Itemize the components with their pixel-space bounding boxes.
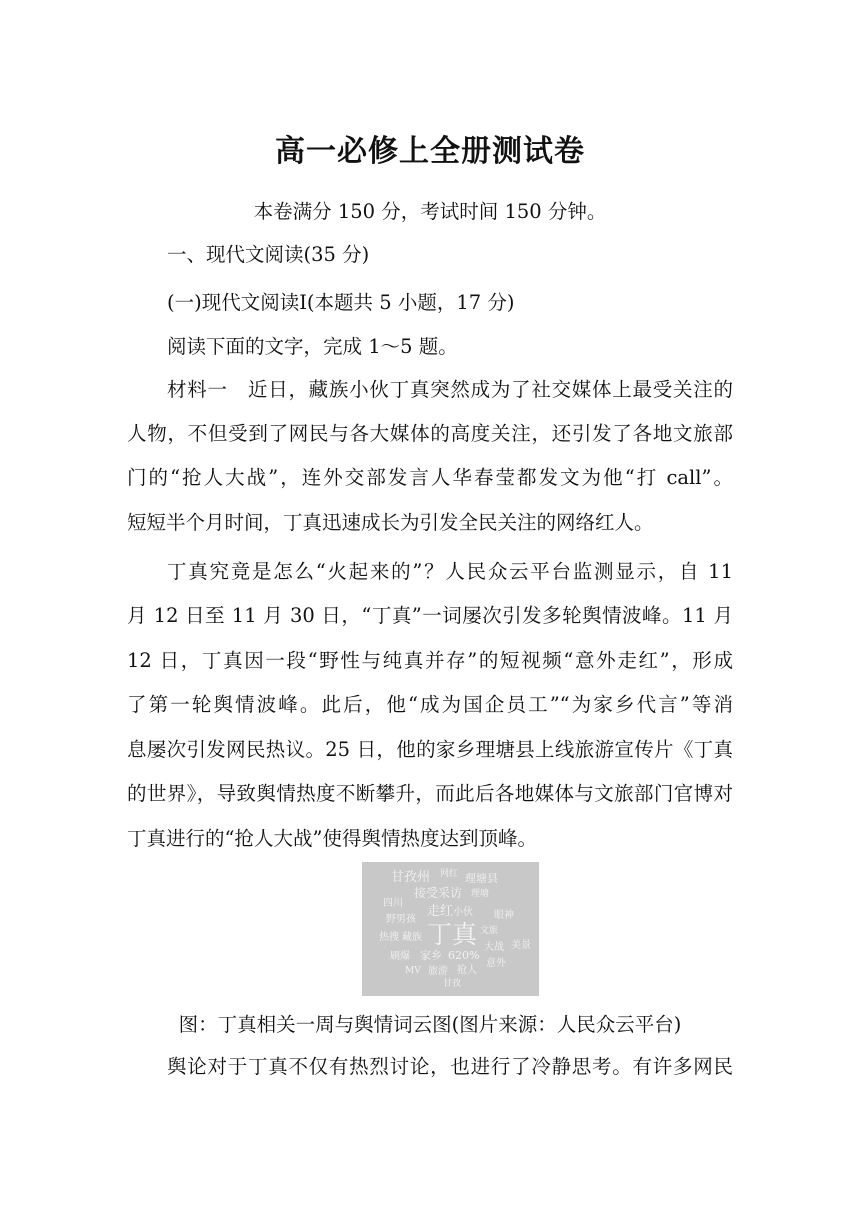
paragraph-line: 门的“抢人大战”，连外交部发言人华春莹都发文为他“打 call”。 bbox=[127, 466, 733, 489]
cloud-word: 丁真 bbox=[427, 920, 478, 949]
cloud-word: 旅游 bbox=[428, 966, 448, 977]
instruction-text: 阅读下面的文字，完成 1～5 题。 bbox=[167, 335, 458, 358]
cloud-word: 四川 bbox=[383, 898, 403, 909]
paragraph-line: 舆论对于丁真不仅有热烈讨论，也进行了冷静思考。有许多网民 bbox=[167, 1055, 733, 1078]
cloud-word: 藏族 bbox=[402, 932, 422, 943]
paragraph-line: 的世界》，导致舆情热度不断攀升，而此后各地媒体与文旅部门官博对 bbox=[127, 782, 733, 805]
page-title: 高一必修上全册测试卷 bbox=[275, 134, 585, 169]
cloud-word: 620% bbox=[448, 949, 480, 962]
paragraph-line: 材料一 近日，藏族小伙丁真突然成为了社交媒体上最受关注的 bbox=[167, 378, 733, 401]
paragraph-line: 短短半个月时间，丁真迅速成长为引发全民关注的网络红人。 bbox=[127, 511, 654, 534]
word-cloud-image bbox=[362, 862, 539, 996]
section-heading: 一、现代文阅读(35 分) bbox=[167, 243, 370, 266]
cloud-word: 理塘 bbox=[471, 889, 490, 899]
cloud-word: 大战 bbox=[484, 942, 504, 953]
paragraph-line: 丁真进行的“抢人大战”使得舆情热度达到顶峰。 bbox=[127, 827, 537, 850]
cloud-word: 意外 bbox=[486, 958, 506, 969]
cloud-word: 甘孜 bbox=[443, 979, 462, 989]
cloud-word: 理塘县 bbox=[465, 872, 498, 885]
cloud-word: 甘孜州 bbox=[391, 870, 431, 885]
paragraph-line: 人物，不但受到了网民与各大媒体的高度关注，还引发了各地文旅部 bbox=[127, 422, 733, 445]
cloud-word: 走红 bbox=[427, 904, 454, 919]
cloud-word: 文旅 bbox=[480, 926, 499, 936]
paragraph-line: 月 12 日至 11 月 30 日，“丁真”一词屡次引发多轮舆情波峰。11 月 bbox=[127, 604, 733, 627]
exam-info: 本卷满分 150 分，考试时间 150 分钟。 bbox=[253, 200, 607, 223]
cloud-word: 刷爆 bbox=[390, 951, 410, 962]
paragraph-line: 了第一轮舆情波峰。此后，他“成为国企员工”“为家乡代言”等消 bbox=[127, 693, 733, 716]
cloud-word: MV bbox=[405, 966, 421, 976]
cloud-word: 抢人 bbox=[457, 965, 477, 976]
cloud-word: 小伙 bbox=[453, 907, 473, 918]
cloud-word: 接受采访 bbox=[414, 886, 463, 900]
paragraph-line: 12 日，丁真因一段“野性与纯真并存”的短视频“意外走红”，形成 bbox=[127, 649, 733, 672]
cloud-word: 眼神 bbox=[494, 910, 514, 921]
cloud-word: 热搜 bbox=[379, 932, 399, 943]
cloud-word: 美景 bbox=[511, 940, 531, 951]
figure-caption: 图：丁真相关一周与舆情词云图(图片来源：人民众云平台) bbox=[178, 1013, 682, 1036]
cloud-word: 家乡 bbox=[420, 949, 442, 962]
paragraph-line: 息屡次引发网民热议。25 日，他的家乡理塘县上线旅游宣传片《丁真 bbox=[127, 738, 733, 761]
cloud-word: 野男孩 bbox=[386, 914, 416, 925]
subsection-heading: (一)现代文阅读Ⅰ(本题共 5 小题，17 分) bbox=[167, 291, 515, 314]
cloud-word: 网红 bbox=[440, 869, 459, 879]
paragraph-line: 丁真究竟是怎么“火起来的”？人民众云平台监测显示，自 11 bbox=[167, 560, 733, 583]
